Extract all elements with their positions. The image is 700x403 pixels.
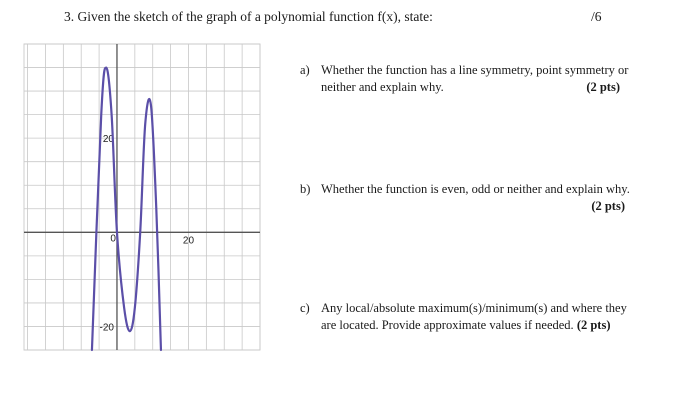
part-a-line2: neither and explain why. (321, 80, 444, 94)
part-a-points: (2 pts) (586, 80, 620, 94)
y-tick-label-neg20: -20 (99, 322, 114, 334)
x-tick-label-20: 20 (182, 235, 195, 247)
part-c-points: (2 pts) (576, 318, 611, 332)
part-c-line1: Any local/absolute maximum(s)/minimum(s) and where they (321, 301, 627, 315)
part-b-label: b) (300, 182, 311, 196)
part-c (300, 300, 660, 336)
part-a (300, 62, 660, 98)
question-score: /6 (591, 9, 602, 24)
part-b-line1: Whether the function is even, odd or neither and explain why. (321, 182, 630, 196)
question-title: 3. Given the sketch of the graph of a polynomial function f(x), state: (64, 9, 433, 24)
y-tick-label-20: 20 (102, 134, 114, 146)
part-b-points: (2 pts) (591, 199, 625, 213)
part-c-line2: are located. Provide approximate values if needed. (321, 318, 574, 332)
part-c-label: c) (300, 301, 310, 315)
part-a-label: a) (300, 63, 310, 77)
part-b (300, 181, 660, 217)
part-a-line1: Whether the function has a line symmetry, point symmetry or (321, 63, 629, 77)
origin-label: 0 (110, 233, 116, 245)
